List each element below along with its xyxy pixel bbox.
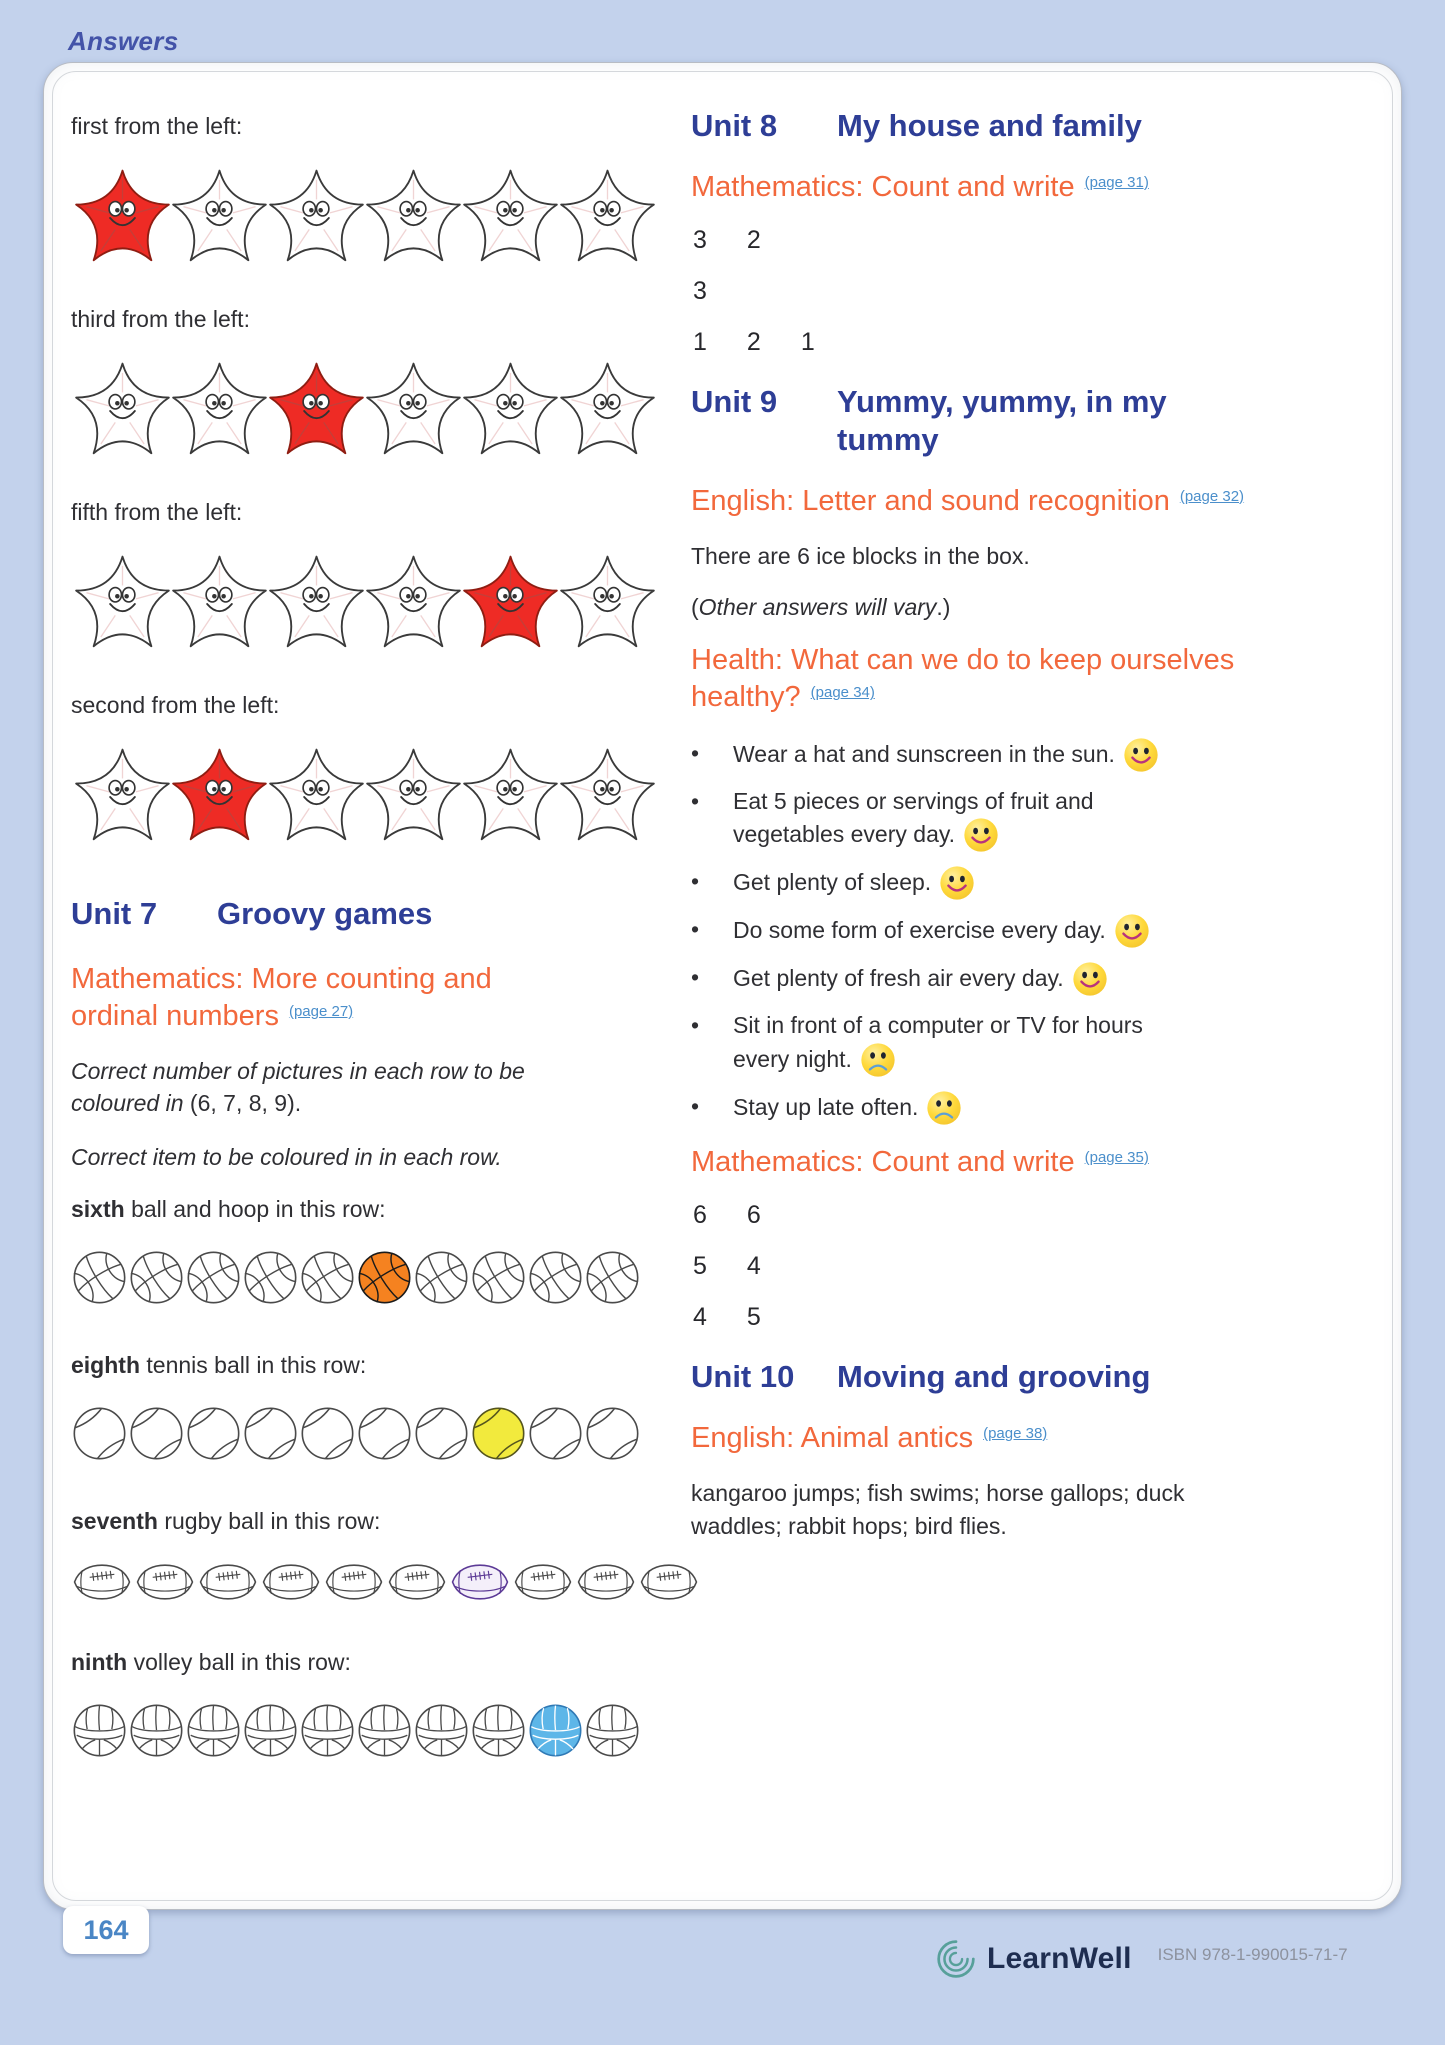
- section-heading-math-count-2: [691, 1144, 1251, 1181]
- section-heading-english-letter: [691, 483, 1251, 520]
- starfish-icon: [265, 550, 368, 658]
- starfish-icon: [362, 164, 465, 272]
- rugby-icon: [386, 1561, 448, 1603]
- page-number: 164: [83, 1914, 129, 1945]
- section-heading-english-animal: [691, 1420, 1251, 1457]
- ordinal-row-label: first from the left:: [71, 113, 243, 139]
- rugby-icon: [197, 1561, 259, 1603]
- bullet-dot: •: [691, 1092, 700, 1119]
- starfish-row: [71, 550, 691, 658]
- volleyball-row: [71, 1702, 691, 1759]
- number-answer-row: [693, 1201, 1281, 1230]
- brand-footer: [935, 1938, 1348, 1980]
- happy-face-icon: [1072, 961, 1108, 997]
- volleyball-icon: [470, 1702, 527, 1759]
- section-heading-math-ordinal: [71, 961, 543, 1035]
- health-item: [691, 737, 1281, 773]
- basketball-icon: [128, 1249, 185, 1306]
- starfish-highlighted-icon: [265, 357, 368, 465]
- starfish-icon: [362, 743, 465, 851]
- starfish-highlighted-icon: [459, 550, 562, 658]
- rugby-row: [71, 1561, 691, 1603]
- page-link[interactable]: (page 32): [1179, 487, 1245, 505]
- starfish-icon: [556, 743, 659, 851]
- section-title: English: Animal antics: [691, 1421, 974, 1454]
- unit-title: Groovy games: [217, 896, 433, 931]
- number-answer: 2: [746, 327, 761, 356]
- left-column: [71, 91, 691, 1909]
- rugby-icon: [71, 1561, 133, 1603]
- ball-ordinal-rows: [71, 1196, 691, 1759]
- volleyball-icon: [584, 1702, 641, 1759]
- starfish-icon: [362, 357, 465, 465]
- answer-note: [71, 1141, 539, 1173]
- unit-title: Moving and grooving: [837, 1358, 1151, 1394]
- page-number-tab: [63, 1906, 149, 1954]
- tennis-icon: [527, 1405, 584, 1462]
- number-answer-row: [693, 277, 1281, 306]
- brand-name: LearnWell: [987, 1942, 1132, 1975]
- paren: (: [691, 594, 699, 620]
- page-link[interactable]: (page 34): [810, 684, 875, 702]
- ordinal-row-label: fifth from the left:: [71, 499, 243, 525]
- starfish-icon: [71, 550, 174, 658]
- volleyball-icon: [128, 1702, 185, 1759]
- tennis-icon: [584, 1405, 641, 1462]
- ball-row-caption: eighth tennis ball in this row:: [71, 1351, 367, 1378]
- starfish-icon: [265, 164, 368, 272]
- vary-italic: Other answers will vary: [698, 594, 937, 620]
- section-title: Mathematics: Count and write: [691, 1145, 1075, 1178]
- happy-face-icon: [1114, 913, 1150, 949]
- starfish-row: [71, 357, 691, 465]
- tennis-icon: [242, 1405, 299, 1462]
- health-item: [691, 865, 1281, 901]
- starfish-icon: [556, 164, 659, 272]
- section-title: Mathematics: Count and write: [691, 170, 1075, 203]
- happy-face-icon: [963, 817, 999, 853]
- unit-number: Unit 7: [71, 896, 158, 931]
- volleyball-icon: [299, 1702, 356, 1759]
- rugby-icon: [260, 1561, 322, 1603]
- basketball-icon: [242, 1249, 299, 1306]
- page-link[interactable]: (page 35): [1084, 1148, 1149, 1166]
- number-answer: 6: [693, 1200, 707, 1229]
- unit-7-heading: [71, 895, 691, 933]
- volleyball-icon: [413, 1702, 470, 1759]
- tennis-icon: [71, 1405, 128, 1462]
- unit-number: Unit 10: [691, 1358, 795, 1394]
- unit-10-heading: [691, 1358, 1281, 1396]
- basketball-icon: [470, 1249, 527, 1306]
- starfish-row: [71, 164, 691, 272]
- starfish-row: [71, 743, 691, 851]
- health-item-text: Eat 5 pieces or servings of fruit and vegetables every day.: [733, 785, 1185, 854]
- basketball-icon: [299, 1249, 356, 1306]
- count-answers-2: [691, 1201, 1281, 1332]
- page-link[interactable]: (page 38): [983, 1424, 1048, 1442]
- basketball-icon: [584, 1249, 641, 1306]
- page-link[interactable]: (page 31): [1084, 173, 1149, 191]
- health-item: [691, 1009, 1281, 1078]
- tennis-highlighted-icon: [470, 1405, 527, 1462]
- basketball-icon: [413, 1249, 470, 1306]
- ball-row-caption: seventh rugby ball in this row:: [71, 1507, 381, 1534]
- page-title: Answers: [68, 26, 179, 56]
- number-answer: 3: [693, 276, 707, 305]
- animal-antics-answer: kangaroo jumps; fish swims; horse gallops; duck waddles; rabbit hops; bird flies.: [691, 1479, 1185, 1540]
- tennis-icon: [356, 1405, 413, 1462]
- learnwell-swirl-icon: [935, 1938, 977, 1980]
- basketball-icon: [185, 1249, 242, 1306]
- ordinal-row-label: second from the left:: [71, 692, 280, 718]
- number-answer-row: [693, 226, 1281, 255]
- page-link[interactable]: (page 27): [288, 1002, 354, 1020]
- starfish-icon: [362, 550, 465, 658]
- bullet-dot: •: [691, 739, 700, 766]
- ball-row-caption: ninth volley ball in this row:: [71, 1648, 351, 1675]
- health-item: [691, 961, 1281, 997]
- health-item-text: Do some form of exercise every day.: [733, 913, 1150, 949]
- bullet-dot: •: [691, 964, 700, 991]
- health-item-text: Stay up late often.: [733, 1090, 962, 1126]
- tennis-row: [71, 1405, 691, 1462]
- basketball-row: [71, 1249, 691, 1306]
- ball-row-caption: sixth ball and hoop in this row:: [71, 1195, 386, 1222]
- number-answer-row: [693, 1303, 1281, 1332]
- volleyball-icon: [71, 1702, 128, 1759]
- health-answers-list: [691, 737, 1281, 1126]
- health-item-text: Get plenty of sleep.: [733, 865, 975, 901]
- note-plain: (6, 7, 8, 9).: [189, 1090, 302, 1117]
- sad-face-icon: [926, 1090, 962, 1126]
- health-item: [691, 913, 1281, 949]
- number-answer: 4: [746, 1251, 761, 1280]
- unit-9-heading: [691, 383, 1281, 459]
- section-title: Health: What can we do to keep ourselves healthy?: [691, 644, 1235, 714]
- basketball-icon: [527, 1249, 584, 1306]
- unit-title: Yummy, yummy, in my tummy: [837, 383, 1167, 457]
- paren: .): [936, 594, 951, 620]
- ice-blocks-answer: There are 6 ice blocks in the box.: [691, 542, 1030, 569]
- section-title: Mathematics: More counting and ordinal numbers: [71, 962, 492, 1032]
- starfish-icon: [71, 743, 174, 851]
- rugby-highlighted-icon: [449, 1561, 511, 1603]
- health-item-text: Get plenty of fresh air every day.: [733, 961, 1108, 997]
- section-heading-health: [691, 642, 1251, 716]
- health-item-text: Wear a hat and sunscreen in the sun.: [733, 737, 1159, 773]
- number-answer-row: [693, 328, 1281, 357]
- unit-number: Unit 8: [691, 108, 778, 143]
- health-item: [691, 785, 1281, 854]
- tennis-icon: [185, 1405, 242, 1462]
- tennis-icon: [128, 1405, 185, 1462]
- health-item-text: Sit in front of a computer or TV for hours every night.: [733, 1009, 1185, 1078]
- number-answer: 5: [693, 1251, 707, 1280]
- answers-vary-note: [691, 591, 1196, 624]
- rugby-icon: [323, 1561, 385, 1603]
- happy-face-icon: [1123, 737, 1159, 773]
- starfish-icon: [168, 164, 271, 272]
- ordinal-row-label: third from the left:: [71, 306, 250, 332]
- section-heading-math-count-1: [691, 169, 1251, 206]
- count-answers-1: [691, 226, 1281, 357]
- number-answer: 2: [746, 225, 761, 254]
- note-italic: Correct number of pictures in each row to be coloured in: [71, 1058, 525, 1117]
- number-answer: 1: [693, 327, 707, 356]
- number-answer: 4: [693, 1302, 707, 1331]
- number-answer: 1: [800, 327, 815, 356]
- starfish-icon: [459, 743, 562, 851]
- basketball-icon: [71, 1249, 128, 1306]
- bullet-dot: •: [691, 787, 700, 814]
- number-answer-row: [693, 1252, 1281, 1281]
- happy-face-icon: [939, 865, 975, 901]
- rugby-icon: [512, 1561, 574, 1603]
- starfish-highlighted-icon: [71, 164, 174, 272]
- starfish-icon: [71, 357, 174, 465]
- volleyball-highlighted-icon: [527, 1702, 584, 1759]
- tennis-icon: [413, 1405, 470, 1462]
- number-answer: 5: [746, 1302, 761, 1331]
- starfish-highlighted-icon: [168, 743, 271, 851]
- note-italic: Correct item to be coloured in in each row.: [71, 1144, 502, 1171]
- basketball-highlighted-icon: [356, 1249, 413, 1306]
- starfish-icon: [556, 357, 659, 465]
- starfish-icon: [168, 550, 271, 658]
- section-title: English: Letter and sound recognition: [691, 484, 1170, 517]
- bullet-dot: •: [691, 868, 700, 895]
- starfish-icon: [459, 357, 562, 465]
- starfish-icon: [459, 164, 562, 272]
- starfish-icon: [556, 550, 659, 658]
- number-answer: 3: [693, 225, 707, 254]
- rugby-icon: [575, 1561, 637, 1603]
- number-answer: 6: [746, 1200, 761, 1229]
- volleyball-icon: [356, 1702, 413, 1759]
- isbn-text: ISBN 978-1-990015-71-7: [1157, 1945, 1348, 1964]
- starfish-icon: [265, 743, 368, 851]
- bullet-dot: •: [691, 916, 700, 943]
- bullet-dot: •: [691, 1012, 700, 1039]
- rugby-icon: [134, 1561, 196, 1603]
- tennis-icon: [299, 1405, 356, 1462]
- sad-face-icon: [860, 1042, 896, 1078]
- answers-card: [43, 62, 1402, 1910]
- volleyball-icon: [185, 1702, 242, 1759]
- unit-8-heading: [691, 107, 1281, 145]
- right-column: [691, 91, 1281, 1909]
- starfish-icon: [168, 357, 271, 465]
- answer-note: [71, 1055, 539, 1119]
- volleyball-icon: [242, 1702, 299, 1759]
- unit-title: My house and family: [837, 108, 1142, 143]
- unit-number: Unit 9: [691, 383, 778, 419]
- health-item: [691, 1090, 1281, 1126]
- starfish-ordinal-rows: [71, 113, 691, 851]
